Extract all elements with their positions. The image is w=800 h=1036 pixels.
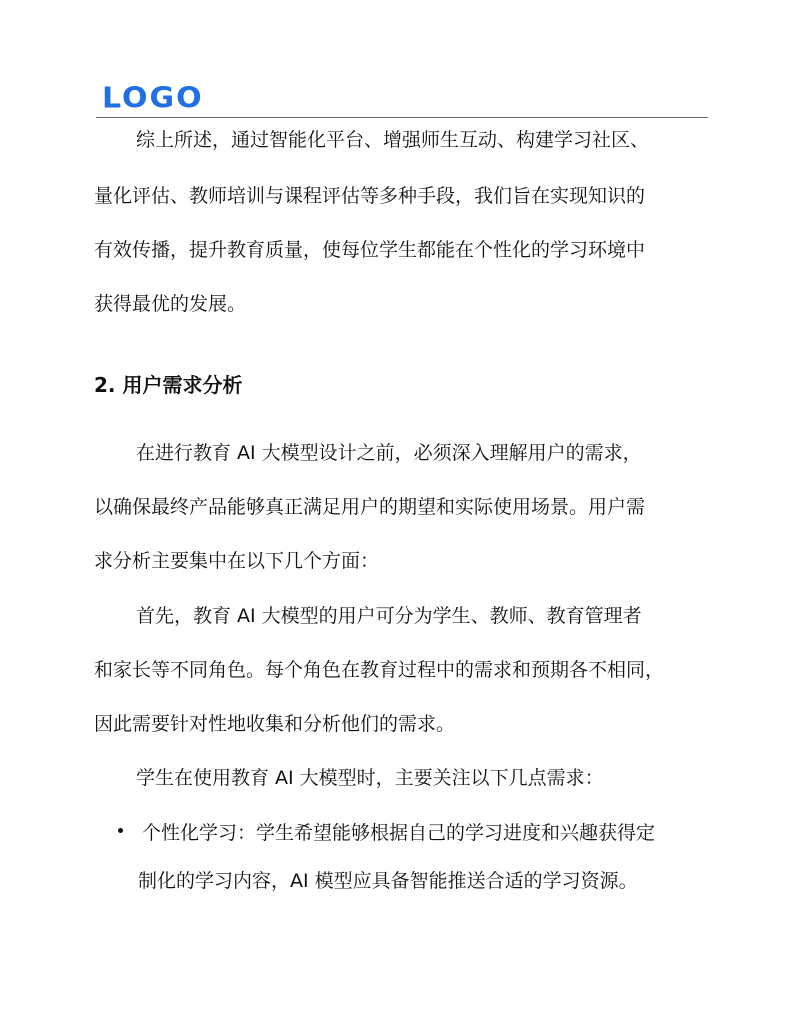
paragraph-line: 因此需要针对性地收集和分析他们的需求。: [94, 713, 456, 735]
paragraph-line: 以确保最终产品能够真正满足用户的期望和实际使用场景。用户需: [94, 496, 646, 518]
bullet-icon: [118, 828, 123, 833]
paragraph-line: 量化评估、教师培训与课程评估等多种手段，我们旨在实现知识的: [94, 185, 646, 207]
paragraph-line: 获得最优的发展。: [94, 293, 247, 315]
paragraph-line: 学生在使用教育 AI 大模型时，主要关注以下几点需求：: [136, 767, 604, 789]
paragraph-line: 在进行教育 AI 大模型设计之前，必须深入理解用户的需求，: [136, 442, 642, 464]
paragraph-line: 和家长等不同角色。每个角色在教育过程中的需求和预期各不相同，: [94, 659, 665, 681]
paragraph-line: 求分析主要集中在以下几个方面：: [94, 550, 380, 572]
section-heading: 2. 用户需求分析: [94, 373, 243, 397]
header-divider: [96, 117, 708, 118]
paragraph-line: 综上所述，通过智能化平台、增强师生互动、构建学习社区、: [136, 129, 650, 151]
logo: LOGO: [102, 81, 204, 116]
list-item-line: 个性化学习：学生希望能够根据自己的学习进度和兴趣获得定: [142, 822, 656, 844]
list-item-line: 制化的学习内容，AI 模型应具备智能推送合适的学习资源。: [138, 870, 638, 892]
paragraph-line: 有效传播，提升教育质量，使每位学生都能在个性化的学习环境中: [94, 239, 646, 261]
paragraph-line: 首先，教育 AI 大模型的用户可分为学生、教师、教育管理者: [136, 605, 642, 627]
